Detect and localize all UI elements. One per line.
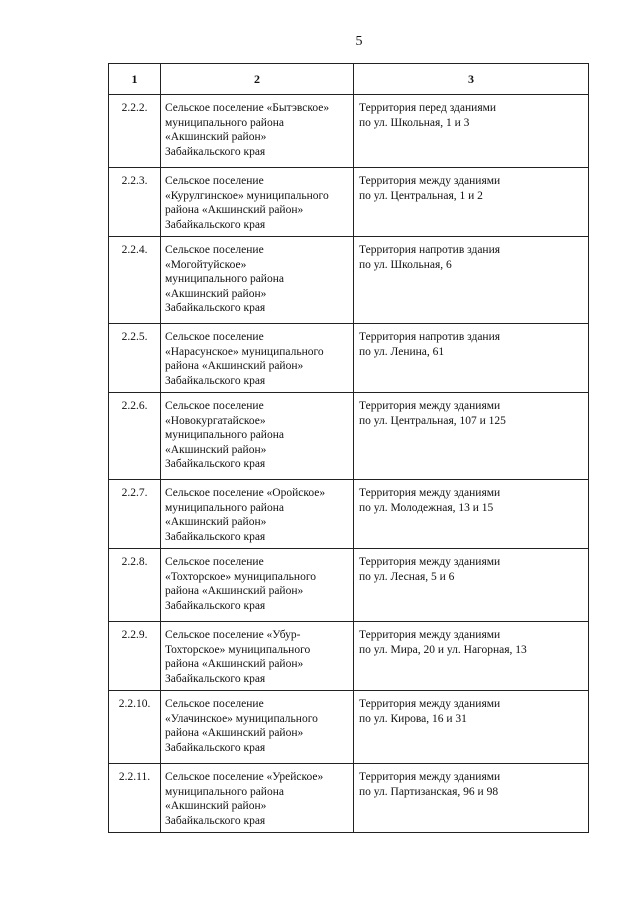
settlement-line: «Курулгинское» муниципального xyxy=(165,189,329,202)
territory-line: Территория между зданиями xyxy=(359,771,501,783)
settlement-line: Забайкальского края xyxy=(165,218,266,231)
settlement-line: муниципального района xyxy=(165,429,284,441)
settlement-line: «Улачинское» муниципального xyxy=(165,712,318,725)
settlement-line: Сельское поселение xyxy=(165,244,264,256)
settlement-line: «Акшинский район» xyxy=(165,443,267,456)
territory-cell xyxy=(354,168,589,237)
table-header-row xyxy=(109,64,589,95)
table-row xyxy=(109,237,589,324)
settlement-line: «Новокургатайское» xyxy=(165,414,266,427)
territory-line: Территория перед зданиями xyxy=(359,102,497,114)
table-row xyxy=(109,549,589,622)
territory-line: Территория напротив здания xyxy=(359,331,501,343)
territory-cell xyxy=(354,691,589,764)
territory-line: Территория между зданиями xyxy=(359,698,501,710)
table-row xyxy=(109,764,589,833)
territory-line: по ул. Партизанская, 96 и 98 xyxy=(359,785,499,798)
table-row xyxy=(109,622,589,691)
column-header-3: 3 xyxy=(354,64,589,95)
settlement-line: «Тохторское» муниципального xyxy=(165,570,317,583)
territory-cell xyxy=(354,393,589,480)
settlement-cell xyxy=(161,622,354,691)
row-number: 2.2.7. xyxy=(109,480,161,549)
table-body xyxy=(109,95,589,833)
settlement-line: «Акшинский район» xyxy=(165,800,267,812)
settlement-line: Забайкальского края xyxy=(165,145,266,158)
row-number: 2.2.8. xyxy=(109,549,161,622)
settlement-line: «Акшинский район» xyxy=(165,131,267,143)
table-row xyxy=(109,168,589,237)
settlement-line: муниципального района xyxy=(165,501,284,514)
territory-line: Территория между зданиями xyxy=(359,487,501,499)
settlement-cell xyxy=(161,549,354,622)
territory-line: по ул. Мира, 20 и ул. Нагорная, 13 xyxy=(359,643,527,656)
settlement-line: района «Акшинский район» xyxy=(165,360,304,372)
territory-line: по ул. Лесная, 5 и 6 xyxy=(359,570,455,583)
settlement-line: Тохторское» муниципального xyxy=(165,643,311,656)
settlement-cell xyxy=(161,764,354,833)
table-row xyxy=(109,480,589,549)
territory-line: Территория между зданиями xyxy=(359,556,501,568)
settlement-line: Сельское поселение «Оройское» xyxy=(165,487,326,499)
settlement-line: Сельское поселение xyxy=(165,175,264,187)
table-row xyxy=(109,393,589,480)
settlement-line: Сельское поселение xyxy=(165,400,264,412)
settlement-line: Сельское поселение «Бытэвское» xyxy=(165,102,330,114)
territory-line: Территория между зданиями xyxy=(359,400,501,412)
settlement-line: Забайкальского края xyxy=(165,814,266,827)
settlement-line: Забайкальского края xyxy=(165,458,266,470)
settlement-line: Забайкальского края xyxy=(165,374,266,387)
settlement-cell xyxy=(161,393,354,480)
territory-cell xyxy=(354,237,589,324)
settlement-cell xyxy=(161,480,354,549)
settlement-line: района «Акшинский район» xyxy=(165,658,304,670)
territory-line: Территория между зданиями xyxy=(359,175,501,187)
table-row xyxy=(109,95,589,168)
settlement-line: «Акшинский район» xyxy=(165,516,267,528)
territory-line: по ул. Школьная, 6 xyxy=(359,258,452,271)
territory-line: Территория напротив здания xyxy=(359,244,501,256)
territory-cell xyxy=(354,324,589,393)
settlement-line: Забайкальского края xyxy=(165,599,266,612)
territory-cell xyxy=(354,622,589,691)
settlement-line: Сельское поселение xyxy=(165,698,264,710)
settlement-cell xyxy=(161,95,354,168)
territory-line: по ул. Ленина, 61 xyxy=(359,345,445,358)
page-number: 5 xyxy=(355,34,363,49)
settlement-line: Забайкальского края xyxy=(165,741,266,754)
row-number: 2.2.9. xyxy=(109,622,161,691)
column-header-2: 2 xyxy=(161,64,354,95)
settlement-line: Забайкальского края xyxy=(165,530,266,543)
column-header-1: 1 xyxy=(109,64,161,95)
row-number: 2.2.6. xyxy=(109,393,161,480)
settlement-cell xyxy=(161,324,354,393)
settlement-cell xyxy=(161,168,354,237)
row-number: 2.2.4. xyxy=(109,237,161,324)
territory-line: по ул. Школьная, 1 и 3 xyxy=(359,116,470,129)
settlement-cell xyxy=(161,691,354,764)
table-row xyxy=(109,691,589,764)
territory-cell xyxy=(354,549,589,622)
locations-table xyxy=(108,63,589,833)
territory-line: по ул. Центральная, 107 и 125 xyxy=(359,414,506,427)
territory-line: Территория между зданиями xyxy=(359,629,501,641)
settlement-line: района «Акшинский район» xyxy=(165,727,304,739)
settlement-line: «Могойтуйское» xyxy=(165,258,247,271)
settlement-line: муниципального района xyxy=(165,273,284,285)
settlement-line: Сельское поселение «Урейское» xyxy=(165,771,324,783)
settlement-line: района «Акшинский район» xyxy=(165,204,304,216)
territory-line: по ул. Молодежная, 13 и 15 xyxy=(359,501,494,514)
settlement-line: Сельское поселение xyxy=(165,331,264,343)
settlement-line: «Нарасунское» муниципального xyxy=(165,345,324,358)
row-number: 2.2.2. xyxy=(109,95,161,168)
territory-cell xyxy=(354,764,589,833)
settlement-line: района «Акшинский район» xyxy=(165,585,304,597)
territory-cell xyxy=(354,480,589,549)
settlement-line: Забайкальского края xyxy=(165,672,266,685)
settlement-cell xyxy=(161,237,354,324)
settlement-line: муниципального района xyxy=(165,116,284,129)
territory-cell xyxy=(354,95,589,168)
settlement-line: Забайкальского края xyxy=(165,302,266,314)
row-number: 2.2.3. xyxy=(109,168,161,237)
territory-line: по ул. Центральная, 1 и 2 xyxy=(359,189,483,202)
row-number: 2.2.10. xyxy=(109,691,161,764)
settlement-line: Сельское поселение «Убур- xyxy=(165,629,301,641)
territory-line: по ул. Кирова, 16 и 31 xyxy=(359,712,467,725)
settlement-line: «Акшинский район» xyxy=(165,287,267,300)
settlement-line: муниципального района xyxy=(165,785,284,798)
settlement-line: Сельское поселение xyxy=(165,556,264,568)
table-row xyxy=(109,324,589,393)
row-number: 2.2.5. xyxy=(109,324,161,393)
row-number: 2.2.11. xyxy=(109,764,161,833)
